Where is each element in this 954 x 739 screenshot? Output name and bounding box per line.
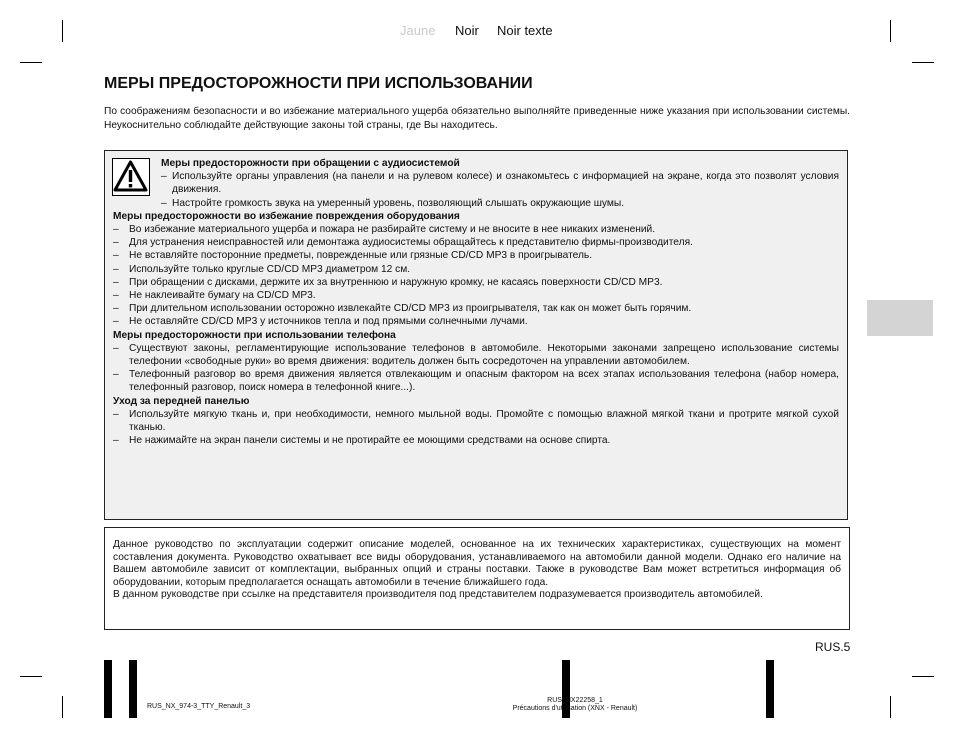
color-label-noir: Noir <box>455 23 479 38</box>
registration-bar <box>766 660 774 718</box>
color-label-jaune: Jaune <box>400 23 436 38</box>
footer-file-code: RUS_NX_974-3_TTY_Renault_3 <box>147 703 251 710</box>
list-item: – Используйте мягкую ткань и, при необходимости, немного мыльной воды. Промойте с помощью влажной мягкой ткани и протрите мягкой сухой тканью. <box>113 408 839 434</box>
precautions-box <box>104 150 848 520</box>
list-item: – Не наклеивайте бумагу на CD/CD MP3. <box>113 290 316 302</box>
list-item: – Во избежание материального ущерба и пожара не разбирайте систему и не вносите в нее никаких изменений. <box>113 224 656 236</box>
crop-mark <box>912 62 934 63</box>
list-item: – Настройте громкость звука на умеренный уровень, позволяющий слышать окружающие шумы. <box>161 197 625 209</box>
audio-heading: Меры предосторожности при обращении с аудиосистемой <box>161 158 460 169</box>
crop-mark <box>890 20 891 42</box>
list-item: – Используйте органы управления (на панели и на рулевом колесе) и ознакомьтесь с информацией на экране, когда это позволят условия движения. <box>161 171 839 196</box>
crop-mark <box>912 676 934 677</box>
page-number: RUS.5 <box>815 640 851 654</box>
crop-mark <box>62 696 63 718</box>
list-item: – Не вставляйте посторонние предметы, поврежденные или грязные CD/CD MP3 в проигрыватель. <box>113 250 593 262</box>
phone-heading: Меры предосторожности при использовании телефона <box>113 329 396 341</box>
list-item: – При длительном использовании осторожно извлекайте CD/CD MP3 из проигрывателя, так как он может быть горячим. <box>113 303 692 315</box>
crop-mark <box>62 20 63 42</box>
warning-triangle-icon <box>112 158 150 196</box>
page-title: МЕРЫ ПРЕДОСТОРОЖНОСТИ ПРИ ИСПОЛЬЗОВАНИИ <box>104 75 533 92</box>
list-item: – Не оставляйте CD/CD MP3 у источников тепла и под прямыми солнечными лучами. <box>113 316 528 328</box>
registration-bar <box>129 660 137 718</box>
list-item: – Используйте только круглые CD/CD MP3 диаметром 12 см. <box>113 263 411 275</box>
crop-mark <box>20 676 42 677</box>
info-paragraph: В данном руководстве при ссылке на представителя производителя под представителем подразумевается производитель автомобилей. <box>113 589 763 601</box>
registration-bar <box>104 660 112 718</box>
list-item: – При обращении с дисками, держите их за внутреннюю и наружную кромку, не касаясь поверхности CD/CD MP3. <box>113 276 663 288</box>
section-tab <box>867 300 933 336</box>
footer-doc-title: Précautions d'utilisation (XNX - Renault) <box>512 705 638 712</box>
audio-section <box>161 157 839 210</box>
crop-mark <box>20 62 42 63</box>
footer-doc-code: RUS_NX22258_1 <box>547 697 603 704</box>
care-heading: Уход за передней панелью <box>113 395 250 407</box>
crop-mark <box>890 696 891 718</box>
list-item: – Для устранения неисправностей или демонтажа аудиосистемы обращайтесь к представителю фирмы-производителя. <box>113 237 693 249</box>
color-label-noir-texte: Noir texte <box>497 23 553 38</box>
info-paragraph: Данное руководство по эксплуатации содержит описание моделей, основанное на их технических характеристиках, существующих на момент составления документа. Руководство охватывает все виды оборудования, устанавливаемого на автомобили данной модели. Однако его наличие на Вашем автомобиле зависит от комплектации, выбранных опций и страны поставки. Также в руководстве Вам может встретиться информация об оборудовании, которым предполагается оснащать автомобили в течение ближайшего года. <box>113 539 841 588</box>
intro-paragraph: По соображениям безопасности и во избежание материального ущерба обязательно выполняйте приведенные ниже указания при использовании системы. Неукоснительно соблюдайте действующие законы той страны, где Вы находитесь. <box>104 106 850 131</box>
equipment-heading: Меры предосторожности во избежание повреждения оборудования <box>113 210 460 222</box>
footer-doc-ref <box>500 697 650 713</box>
list-item: – Не нажимайте на экран панели системы и не протирайте ее моющими средствами на основе спирта. <box>113 435 611 447</box>
list-item: – Телефонный разговор во время движения является отвлекающим и опасным фактором на всех этапах использования телефона (набор номера, телефонный разговор, поиск номера в телефонной книге...). <box>113 369 839 394</box>
info-box <box>104 527 850 630</box>
list-item: – Существуют законы, регламентирующие использование телефонов в автомобиле. Некоторыми законами запрещено использование системы телефонии «свободные руки» во время движения: водитель должен быть сосредоточен на управлении автомобилем. <box>113 342 839 368</box>
